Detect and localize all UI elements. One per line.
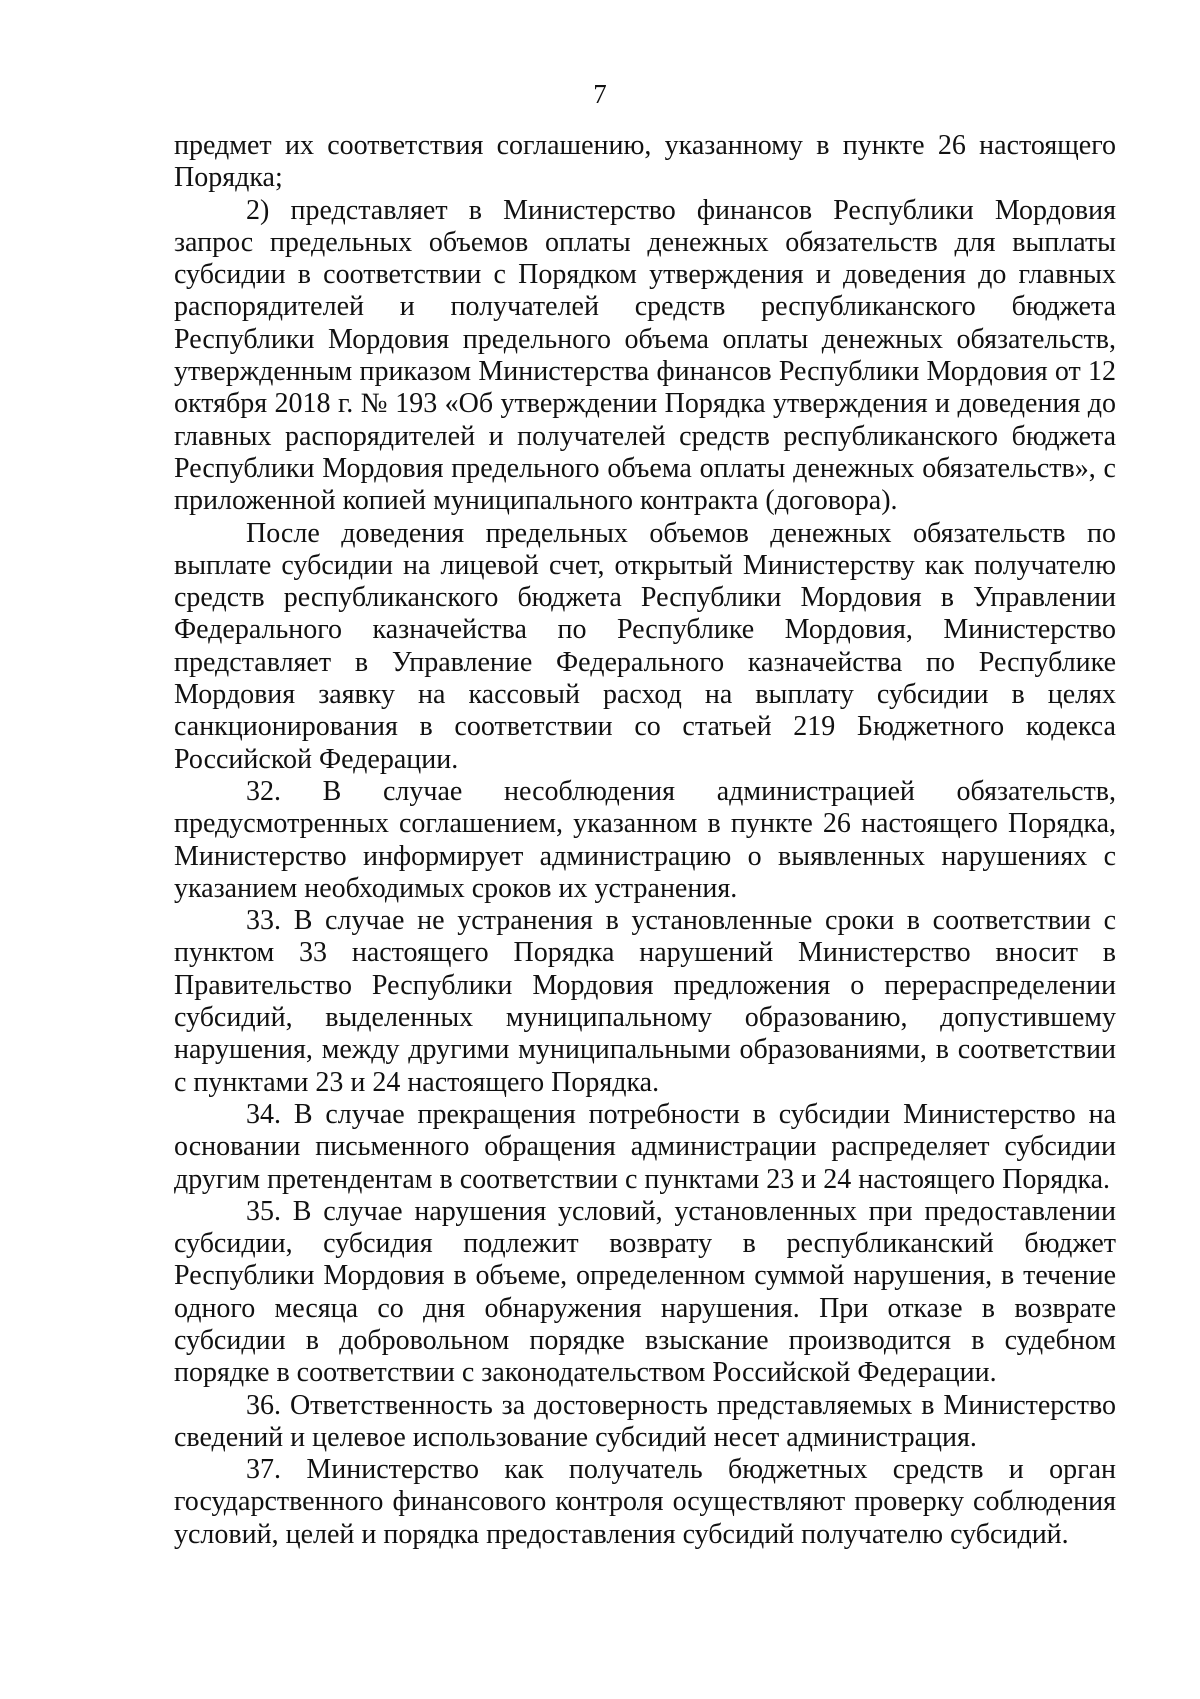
paragraph-after-limits: После доведения предельных объемов денежных обязательств по выплате субсидии на лицевой счет, открытый Министерству как получателю средств республиканского бюджета Республики Мордовия в Управлении Федерального казначейства по Республике Мордовия, Министерство представляет в Управление Федерального казначейства по Республике Мордовия заявку на кассовый расход на выплату субсидии в целях санкционирования в соответствии со статьей 219 Бюджетного кодекса Российской Федерации. [174, 517, 1116, 775]
paragraph-continuation: предмет их соответствия соглашению, указанному в пункте 26 настоящего Порядка; [174, 130, 1116, 194]
paragraph-clause-37: 37. Министерство как получатель бюджетных средств и орган государственного финансового контроля осуществляют проверку соблюдения условий, целей и порядка предоставления субсидий получателю субсидий. [174, 1454, 1116, 1550]
paragraph-item-2: 2) представляет в Министерство финансов Республики Мордовия запрос предельных объемов оплаты денежных обязательств для выплаты субсидии в соответствии с Порядком утверждения и доведения до главных распорядителей и получателей средств республиканского бюджета Республики Мордовия предельного объема оплаты денежных обязательств, утвержденным приказом Министерства финансов Республики Мордовия от 12 октября 2018 г. № 193 «Об утверждении Порядка утверждения и доведения до главных распорядителей и получателей средств республиканского бюджета Республики Мордовия предельного объема оплаты денежных обязательств», с приложенной копией муниципального контракта (договора). [174, 194, 1116, 517]
document-body [174, 130, 1116, 1551]
paragraph-clause-35: 35. В случае нарушения условий, установленных при предоставлении субсидии, субсидия подлежит возврату в республиканский бюджет Республики Мордовия в объеме, определенном суммой нарушения, в течение одного месяца со дня обнаружения нарушения. При отказе в возврате субсидии в добровольном порядке взыскание производится в судебном порядке в соответствии с законодательством Российской Федерации. [174, 1195, 1116, 1389]
paragraph-clause-32: 32. В случае несоблюдения администрацией обязательств, предусмотренных соглашением, указанном в пункте 26 настоящего Порядка, Министерство информирует администрацию о выявленных нарушениях с указанием необходимых сроков их устранения. [174, 775, 1116, 904]
paragraph-clause-33: 33. В случае не устранения в установленные сроки в соответствии с пунктом 33 настоящего Порядка нарушений Министерство вносит в Правительство Республики Мордовия предложения о перераспределении субсидий, выделенных муниципальному образованию, допустившему нарушения, между другими муниципальными образованиями, в соответствии с пунктами 23 и 24 настоящего Порядка. [174, 905, 1116, 1098]
page-number: 7 [593, 79, 607, 109]
paragraph-clause-36: 36. Ответственность за достоверность представляемых в Министерство сведений и целевое использование субсидий несет администрация. [174, 1389, 1116, 1453]
paragraph-clause-34: 34. В случае прекращения потребности в субсидии Министерство на основании письменного обращения администрации распределяет субсидии другим претендентам в соответствии с пунктами 23 и 24 настоящего Порядка. [174, 1098, 1116, 1195]
